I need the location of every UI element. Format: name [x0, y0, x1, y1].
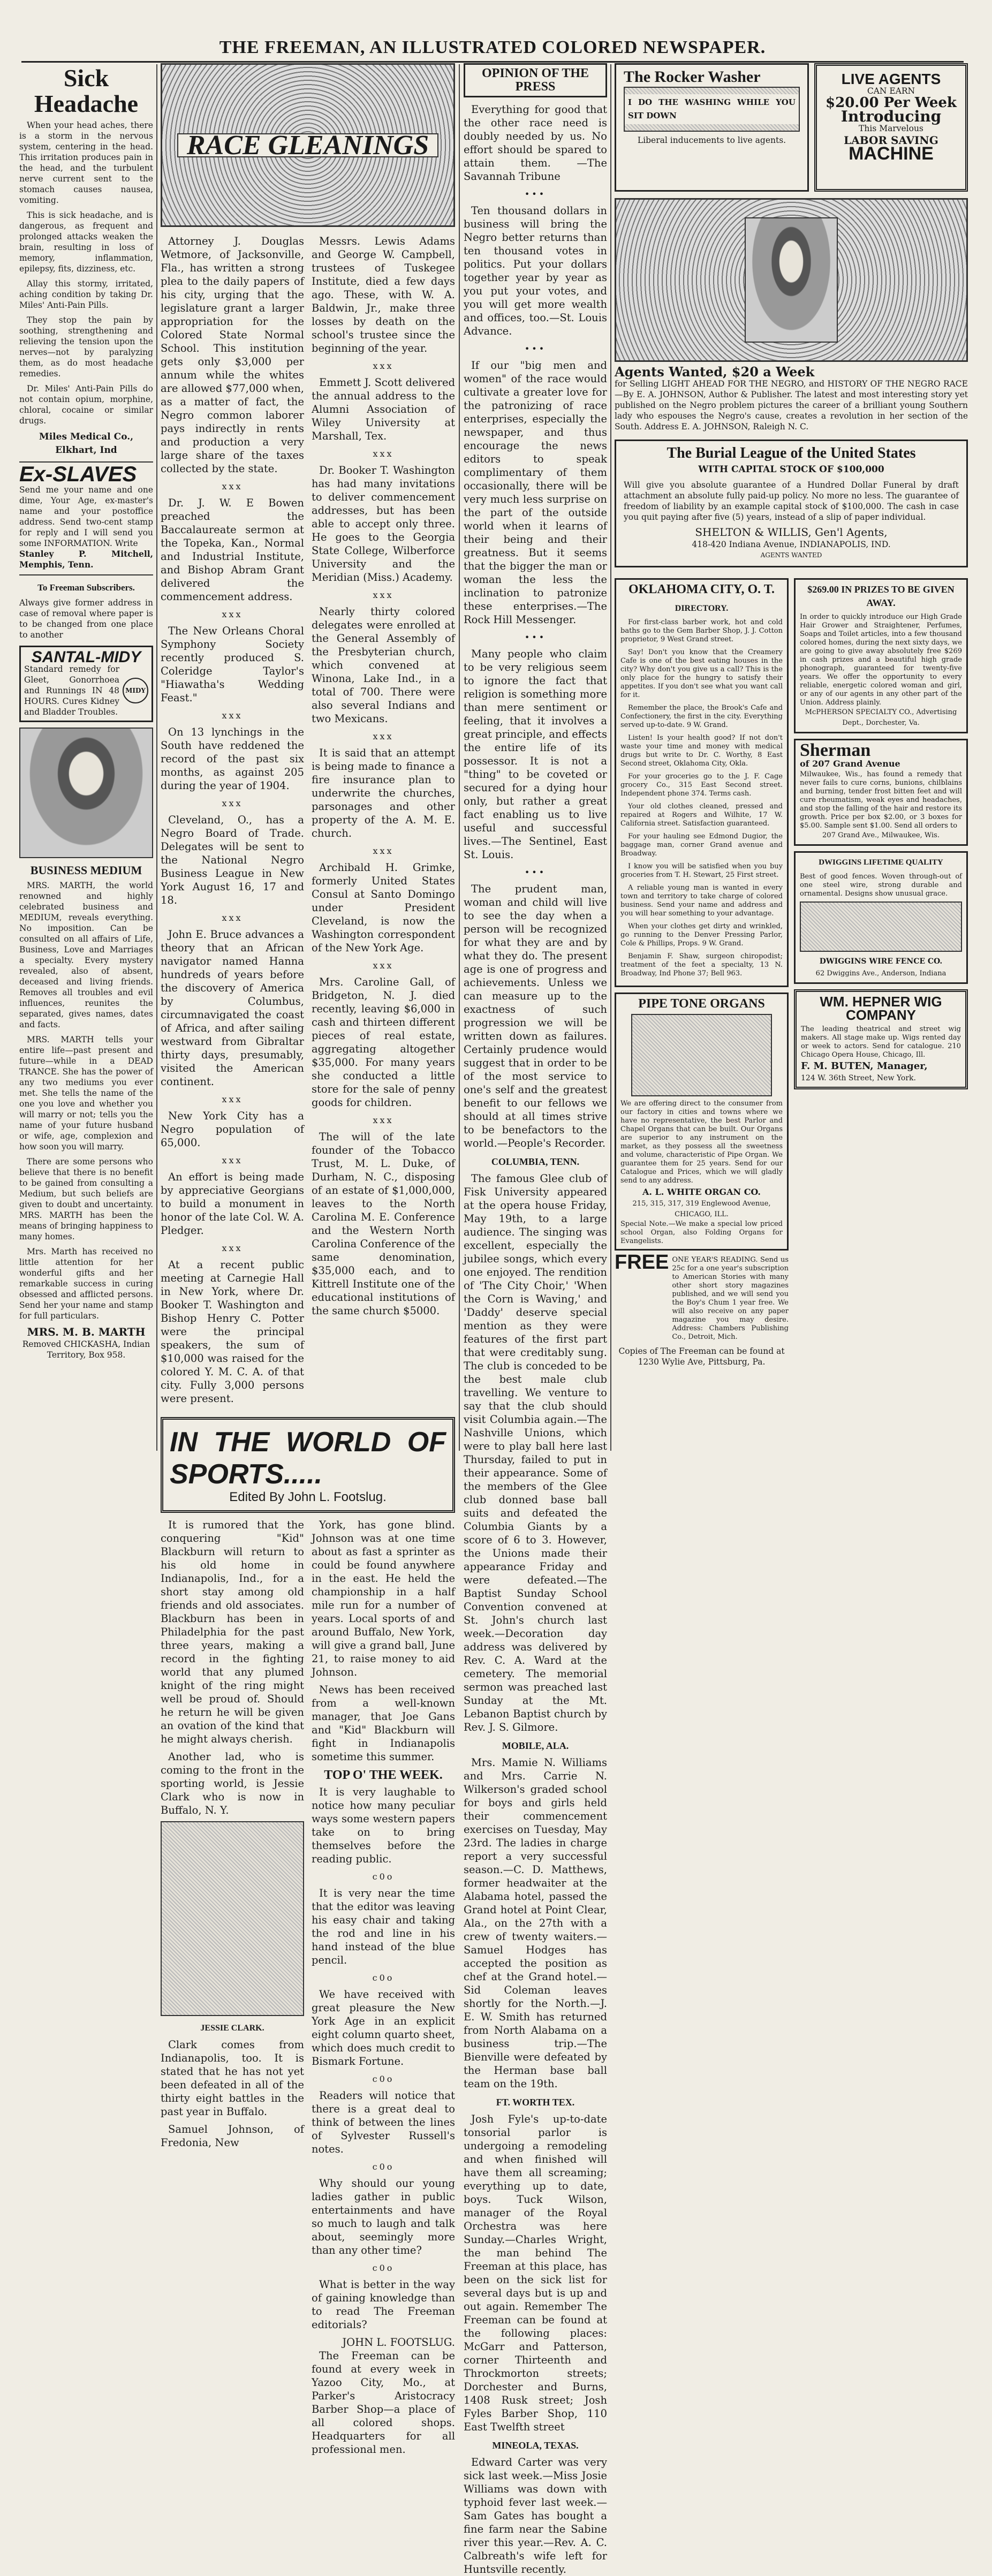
- sherman-address: of 207 Grand Avenue: [800, 759, 900, 769]
- paragraph: There are some persons who believe that there is no benefit to be gained from consulting a Medium, but such beliefs are given to doubt and uncertainty. MRS. MARTH has been the means of bringing happiness to many homes.: [19, 1157, 153, 1241]
- sherman-text: Milwaukee, Wis., has found a remedy that never fails to cure corns, bunions, chilblains and burning, tender frost bitten feet and will cure rheumatism, weak eyes and headaches, and stop the falling of the hair and restore its growth. Price per box $2.00, or 3 boxes for $5.00. Sample sent $1.00. Send all orders to: [800, 770, 962, 830]
- paragraph: Emmett J. Scott delivered the annual address to the Alumni Association of Wiley University at Marshall, Tex.: [312, 376, 455, 442]
- sherman-address-2: 207 Grand Ave., Milwaukee, Wis.: [822, 831, 940, 839]
- dwiggins-text: Best of good fences. Woven through-out of one steel wire, strong durable and ornamental. Designs show unusual grace.: [800, 873, 962, 898]
- paragraph: Clark comes from Indianapolis, too. It is stated that he has not yet been defeated in all of the thirty eight battles in the past year in Buffalo.: [161, 2039, 304, 2118]
- paragraph: The will of the late founder of the Tobacco Trust, M. L. Duke, of Durham, N. C., disposing of an estate of $1,000,000, leaves to the North Carolina M. E. Conference and the Western North Carolina Conference of the same denomination, $35,000 each, and to Kittrell Institute one of the educational institutions of the same church $5000.: [312, 1131, 455, 1317]
- listing: For your hauling see Edmond Dugior, the baggage man, corner Grand avenue and Broadway.: [620, 832, 783, 858]
- top-ads-row: [615, 63, 968, 192]
- race-gleanings-banner: [161, 63, 455, 227]
- listing: When your clothes get dirty and wrinkled, go running to the Denver Pressing Parlor, Cole & Phillips, Props. 9 W. Grand.: [620, 922, 783, 948]
- okc-directory: [615, 578, 789, 987]
- listing: Benjamin F. Shaw, surgeon chiropodist; treatment of the feet a specialty, 13 N. Broadway, Ind Phone 37; Bell 963.: [620, 952, 783, 978]
- column-4: [615, 63, 968, 1450]
- listing: Your old clothes cleaned, pressed and repaired at Rogers and Wilhite, 17 W. California street. Satisfaction guaranteed.: [620, 802, 783, 828]
- dwiggins-company: DWIGGINS WIRE FENCE CO.: [819, 957, 943, 966]
- paragraph: The prudent man, woman and child will live to see the day when a person will be recognized for what they are and by what they do. The present age is one of progress and achievements. Unless we can measure up to the exactness of such progression we will be written down as failures. Certainly prudence would suggest that in order to be of the most service to one's self and the greatest benefit to our fellows we should at all times strive to be benefactors to the world.—People's Recorder.: [464, 883, 607, 1149]
- listing: Listen! Is your health good? If not don't waste your time and money with medical drugs but write to Dr. C. Worthy, 8 East Second street, Oklahoma City, Okla.: [620, 734, 783, 768]
- paragraph: Samuel Johnson, of Fredonia, New: [161, 2123, 304, 2149]
- paragraph: What is better in the way of gaining knowledge than to read The Freeman editorials?: [312, 2278, 455, 2331]
- sports-title: IN THE WORLD OF SPORTS.....: [170, 1427, 446, 1490]
- paragraph: York, has gone blind. Johnson was at one time about as fast a sprinter as could be found anywhere in the east. He held the championship in a half mile run for a number of years. Local sports of and around Buffalo, New York, will give a grand ball, June 21, to raise money to aid Johnson.: [312, 1519, 455, 1678]
- burial-league-ad: [615, 440, 968, 567]
- exslaves-title: Ex-SLAVES: [19, 463, 137, 486]
- paragraph: It is very laughable to notice how many peculiar ways some western papers take on to bring themselves before the reading public.: [312, 1786, 455, 1865]
- paragraph: Mrs. Marth has received no little attention for her wonderful gifts and her remarkable success in curing obsessed and afflicted persons. Send her your name and stamp for full particulars.: [19, 1247, 153, 1321]
- race-right-column: Messrs. Lewis Adams and George W. Campbell, trustees of Tuskegee Institute, died a few days ago. These, with W. A. Baldwin, Jr., make three losses by death on the school's trustee since the beginning of the year. xxx Emmett J. Scott delivered the annual address to the Alumni Association of Wiley University at Marshall, Tex. xxx Dr. Booker T. Washington has had many invitations to deliver commencement addresses, but has been able to accept only three. He goes to the Georgia State College, Wilberforce University and the Meridian (Miss.) Academy. xxx Nearly thirty colored delegates were enrolled at the General Assembly of the Presbyterian church, which convened at Winona, Lake Ind., in a total of 700. There were also several Indians and two Mexicans. xxx It is said that an attempt is being made to finance a fire insurance plan to underwrite the churches, parsonages and other property of the A. M. E. church. xxx Archibald H. Grimke, formerly United States Consul at Santo Domingo under President Cleveland, is now the Washington correspondent of the New York Age. xxx Mrs. Caroline Gall, of Bridgeton, N. J. died recently, leaving $6,000 in cash and thirteen different pieces of real estate, aggregating altogether $35,000. For many years she conducted a little store for the sale of penny goods for children. xxx The will of the late founder of the Tobacco Trust, M. L. Duke, of Durham, N. C., disposing of an estate of $1,000,000, leaves to the North Carolina M. E. Conference and the Western North Carolina Conference of the same denomination, $35,000 each, and to Kittrell Institute one of the educational institutions of the same church $5000.: [312, 235, 455, 1317]
- column-rule: [156, 64, 157, 1451]
- prize-ad: [794, 578, 968, 733]
- race-gleanings-title: RACE GLEANINGS: [177, 133, 438, 157]
- paragraph: Many people who claim to be very religious seem to ignore the fact that religion is something more than mere sentiment or feeling, that it involves a great principle, and effects the entire life of its possessor. It is not a "thing" to be coveted or secured for a dying hour only, but rather a great fact enabling us to live useful and successful lives.—The Sentinel, East St. Louis.: [464, 648, 607, 861]
- live-agents-ad: [814, 63, 968, 192]
- exslaves-name: Stanley P. Mitchell, Memphis, Tenn.: [19, 549, 153, 570]
- prize-title: $269.00 IN PRIZES TO BE GIVEN AWAY.: [807, 584, 955, 608]
- dwiggins-ad: [794, 851, 968, 984]
- mid-right: [794, 573, 968, 1367]
- organ-address: 215, 315, 317, 319 Englewood Avenue, CHICAGO, ILL.: [632, 1200, 771, 1218]
- sick-headache-body: [19, 120, 153, 426]
- okc-title: OKLAHOMA CITY, O. T.: [628, 582, 775, 596]
- live-labor: LABOR SAVING: [844, 134, 938, 147]
- paragraph: Cleveland, O., has a Negro Board of Trade. Delegates will be sent to the National Negro Business League in New York August 16, 17 and 18.: [161, 814, 304, 906]
- rocker-note: Liberal inducements to live agents.: [637, 135, 786, 145]
- paragraph: This is sick headache, and is dangerous, as frequent and prolonged attacks weaken the brain, resulting in loss of memory, inflammation, epilepsy, fits, dizziness, etc.: [19, 210, 153, 274]
- sherman-title: Sherman: [800, 740, 871, 760]
- paragraph: Dr. Miles' Anti-Pain Pills do not contain opium, morphine, chloral, cocaine or similar drugs.: [19, 384, 153, 426]
- medium-portrait: [19, 728, 153, 858]
- paragraph: Readers will notice that there is a great deal to think of between the lines of Sylvester Russell's notes.: [312, 2089, 455, 2155]
- paragraph: MRS. MARTH tells your entire life—past present and future—while in a DEAD TRANCE. She has the power of any two mediums you ever met. She tells the name of the one you love and whether you will marry or not; tells you the name of your future husband or wife, age, complexion and how soon you will marry.: [19, 1035, 153, 1151]
- listing: I know you will be satisfied when you buy groceries from T. H. Stewart, 25 First street.: [620, 862, 783, 879]
- sick-headache-title: Sick Headache: [34, 64, 139, 117]
- paragraph: MRS. MARTH, the world renowned and highly celebrated business and MEDIUM, reveals everything. No imposition. Can be consulted on all affairs of Life, Business, Love and Marriages a specialty. Every mystery revealed, also of absent, deceased and living friends. Removes all troubles and evil influences, reunites the separated, gives names, dates and facts.: [19, 881, 153, 1029]
- paragraph: Ten thousand dollars in business will bring the Negro better returns than ten thousand votes in politics. Put your dollars together year by year as you put your votes, and you will get more wealth and offices, too.—St. Louis Advance.: [464, 204, 607, 337]
- burial-address: 418-420 Indiana Avenue, INDIANAPOLIS, IND.: [692, 540, 891, 549]
- paragraph: Mrs. Caroline Gall, of Bridgeton, N. J. died recently, leaving $6,000 in cash and thirteen different pieces of real estate, aggregating altogether $35,000. For many years she conducted a little store for the sale of penny goods for children.: [312, 976, 455, 1109]
- santal-title: SANTAL-MIDY: [31, 648, 141, 666]
- footslug-signature: JOHN L. FOOTSLUG.: [342, 2336, 455, 2348]
- hepner-ad: [794, 989, 968, 1089]
- column-3: OPINION OF THE PRESS Everything for good that the other race need is doubly needed by us. No effort should be spared to attain them. —The Savannah Tribune ••• Ten thousand dollars in business will bring the Negro better returns than ten thousand votes in politics. Put your dollars together year by year as you put your votes, and you will get more wealth and offices, too.—St. Louis Advance. ••• If our "big men and women" of the race would cultivate a greater love for the patronizing of race enterprises, especially the newspaper, and thus encourage the news editors to speak complimentary of them occasionally, there will be very much less surprise on the part of the outside world when it learns of their being and their greatness. But it seems that the bigger the man or woman the less the inclination to patronize these enterprises.—The Rock Hill Messenger. ••• Many people who claim to be very religious seem to ignore the fact that religion is something more than mere sentiment or feeling, that it involves a great principle, and effects the entire life of its possessor. It is not a "thing" to be coveted or secured for a dying hour only, but rather a great fact enabling us to live useful and successful lives.—The Sentinel, East St. Louis. ••• The prudent man, woman and child will live to see the day when a person will be recognized for what they are and by what they do. The present age is one of progress and achievements. Unless we can measure up to the exactness of such progression we will be written down as failures. Certainly prudence would suggest that in order to be of the most service to one's self and the greatest benefit to our fellows we should at all times strive to be benefactors to the world.—People's Recorder. COLUMBIA, TENN. The famous Glee club of Fisk University appeared at the opera house Friday, May 19th, to a large audience. The singing was excellent, especially the jubilee songs, which every one enjoyed. The rendition of 'The City Choir,' 'When the Corn is Waving,' and 'Daddy' deserve special mention as they were features of the first part that were creditably sung. The club is conceded to be the best male club travelling. We venture to say that the club should visit Columbia again.—The Nashville Unions, which were to play ball here last Thursday, failed to put in their appearance. Some of the members of the Glee club donned base ball suits and defeated the Columbia Giants by a score of 6 to 3. However, the Unions made their appearance Friday and were defeated.—The Baptist Sunday School Convention convened at St. John's church last week.—Decoration day address was delivered by Rev. C. A. Ward at the cemetery. The memorial sermon was preached last Sunday at the Mt. Lebanon Baptist church by Rev. J. S. Gilmore. MOBILE, ALA. Mrs. Mamie N. Williams and Mrs. Carrie N. Wilkerson's graded school for boys and girls held their commencement exercises on Tuesday, May 23rd. The ladies in charge report a very successful season.—C. D. Matthews, former headwaiter at the Alabama hotel, passed the Grand hotel at Point Clear, Ala., on the 27th with a crew of twenty waiters.—Samuel Hodges has accepted the position as chef at the Grand hotel.—Sid Coleman leaves shortly for the North.—J. E. W. Smith has returned from North Alabama on a business trip.—The Bienville were defeated by the Herman base ball team on the 19th. FT. WORTH TEX. Josh Fyle's up-to-date tonsorial parlor is undergoing a remodeling and when finished will have them all screaming; everything up to date, boys. Tuck Wilson, manager of the Royal Orchestra was here Sunday.—Charles Wright, the man behind The Freeman at this place, has been on the sick list for several days but is up and out again. Remember The Freeman can be found at the following places: McGarr and Patterson, corner Thirteenth and Throckmorton streets; Dorchester and Burns, 1408 Rusk street; Josh Fyles Barber Shop, 110 East Twelfth street MINEOLA, TEXAS. Edward Carter was very sick last week.—Miss Josie Williams was down with typhoid fever last week.—Sam Gates has bought a fine farm near the Sabine river this year.—Rev. A. C. Calbreath's wife left for Huntsville recently.: [464, 63, 607, 1450]
- copies-note: Copies of The Freeman can be found at 1230 Wylie Ave, Pittsburg, Pa.: [618, 1346, 785, 1367]
- live-agents-title: LIVE AGENTS: [841, 71, 941, 87]
- paragraph: Dr. Booker T. Washington has had many invitations to deliver commencement addresses, but has been able to accept only three. He goes to the Georgia State College, Wilberforce University and the Meridian (Miss.) Academy.: [312, 464, 455, 584]
- santal-text: Standard remedy for Gleet, Gonorrhoea and Runnings IN 48 HOURS. Cures Kidney and Bladder Troubles.: [24, 664, 119, 717]
- burial-agents: SHELTON & WILLIS, Gen'l Agents,: [695, 526, 888, 539]
- paragraph: Why should our young ladies gather in public entertainments and have so much to laugh and talk about, seemingly more than any other time?: [312, 2177, 455, 2256]
- sports-right-column: York, has gone blind. Johnson was at one time about as fast a sprinter as could be found anywhere in the east. He held the championship in a half mile run for a number of years. Local sports of and around Buffalo, New York, will give a grand ball, June 21, to raise money to aid Johnson. News has been received from a well-known manager, that Joe Gans and "Kid" Blackburn will fight in Indianapolis sometime this summer. TOP O' THE WEEK. It is very laughable to notice how many peculiar ways some western papers take on to bring themselves before the reading public. c0o It is very near the time that the editor was leaving his easy chair and taking the rod and line in his hand instead of the blue pencil. c0o We have received with great pleasure the New York Age in an explicit eight column quarto sheet, which does much credit to Bismark Fortune. c0o Readers will notice that there is a great deal to think of between the lines of Sylvester Russell's notes. c0o Why should our young ladies gather in public entertainments and have so much to laugh and talk about, seemingly more than any other time? c0o What is better in the way of gaining knowledge than to read The Freeman editorials? JOHN L. FOOTSLUG. The Freeman can be found at every week in Yazoo City, Mo., at Parker's Aristocracy Barber Shop—a place of all colored shops. Headquarters for all professional men.: [312, 1519, 455, 2456]
- paragraph: Everything for good that the other race need is doubly needed by us. No effort should be spared to attain them. —The Savannah Tribune: [464, 103, 607, 183]
- top-week-title: TOP O' THE WEEK.: [324, 1768, 443, 1782]
- paragraph: News has been received from a well-known manager, that Joe Gans and "Kid" Blackburn will fight in Indianapolis sometime this summer.: [312, 1684, 455, 1763]
- column-rule: [610, 64, 611, 1451]
- sports-banner: [161, 1417, 455, 1513]
- johnson-portrait: [745, 217, 838, 343]
- business-medium-title: BUSINESS MEDIUM: [30, 863, 142, 877]
- paragraph: It is very near the time that the editor was leaving his easy chair and taking the rod and line in his hand instead of the blue pencil.: [312, 1887, 455, 1966]
- opinion-title: OPINION OF THE PRESS: [464, 63, 607, 97]
- live-marvelous: This Marvelous: [859, 124, 923, 133]
- paragraph: It is said that an attempt is being made to finance a fire insurance plan to underwrite the churches, parsonages and other property of the A. M. E. church.: [312, 747, 455, 839]
- paragraph: Another lad, who is coming to the front in the sporting world, is Jessie Clark who is now in Buffalo, N. Y.: [161, 1751, 304, 1816]
- listing: Remember the place, the Brook's Cafe and Confectionery, the first in the city. Everything served up-to-date. 9 W. Grand.: [620, 704, 783, 729]
- jessie-clark-photo: [161, 1821, 304, 2016]
- masthead: THE FREEMAN, AN ILLUSTRATED COLORED NEWSPAPER.: [21, 37, 964, 63]
- prize-address: McPHERSON SPECIALTY CO., Advertising Dept., Dorchester, Va.: [805, 708, 957, 727]
- paragraph: It is rumored that the conquering "Kid" Blackburn will return to his old home in Indianapolis, Ind., for a short stay among old friends and old associates. Blackburn has been in Philadelphia for the past three years, making a record in the fighting world that any plumed knight of the ring might well be proud of. Should he return he will be given an ovation of the kind that he might always cherish.: [161, 1519, 304, 1745]
- rocker-washer-ad: [615, 63, 809, 192]
- live-intro: Introducing: [840, 108, 942, 125]
- live-machine: MACHINE: [849, 143, 934, 164]
- organ-illustration: [631, 1014, 772, 1096]
- rocker-title: The Rocker Washer: [624, 68, 761, 86]
- subscribers-title: To Freeman Subscribers.: [37, 582, 135, 593]
- paragraph: Mrs. Mamie N. Williams and Mrs. Carrie N. Wilkerson's graded school for boys and girls held their commencement exercises on Tuesday, May 23rd. The ladies in charge report a very successful season.—C. D. Matthews, former headwaiter at the Alabama hotel, passed the Grand hotel at Point Clear, Ala., on the 27th with a crew of twenty waiters.—Samuel Hodges has accepted the position as chef at the Grand hotel.—Sid Coleman leaves shortly for the North.—J. E. W. Smith has returned from North Alabama on a business trip.—The Bienville were defeated by the Herman base ball team on the 19th.: [464, 1756, 607, 2090]
- race-left-column: Attorney J. Douglas Wetmore, of Jacksonville, Fla., has written a strong plea to the daily papers of his city, urging that the legislature grant a larger appropriation for the Colored State Normal School. This institution gets only $3,000 per annum while the whites are allowed $77,000 when, as a matter of fact, the Negro common laborer pays indirectly in rents and production a very large share of the taxes collected by the state. xxx Dr. J. W. E Bowen preached the Baccalaureate sermon at the Topeka, Kan., Normal and Industrial Institute, and Bishop Abram Grant delivered the commencement address. xxx The New Orleans Choral Symphony Society recently produced S. Coleridge Taylor's "Hiawatha's Wedding Feast." xxx On 13 lynchings in the South have reddened the record of the past six months, as against 205 during the year of 1904. xxx Cleveland, O., has a Negro Board of Trade. Delegates will be sent to the National Negro Business League in New York August 16, 17 and 18. xxx John E. Bruce advances a theory that an African navigator named Hanna hundreds of years before the discovery of America by Columbus, circumnavigated the coast of Africa, and after sailing westward from Gibraltar thirty days, presumably, visited the American continent. xxx New York City has a Negro population of 65,000. xxx An effort is being made by appreciative Georgians to build a monument in honor of the late Col. W. A. Pledger. xxx At a recent public meeting at Carnegie Hall in New York, where Dr. Booker T. Washington and Bishop Henry C. Potter were the principal speakers, the sum of $10,000 was raised for the colored Y. M. C. A. of that city. Fully 3,000 persons were present.: [161, 235, 304, 1405]
- mid-ads-row: [615, 573, 968, 1367]
- agents-portrait-frame: [615, 198, 968, 362]
- ftworth-title: FT. WORTH TEX.: [496, 2097, 575, 2108]
- columbia-title: COLUMBIA, TENN.: [491, 1156, 580, 1167]
- race-gleanings-body: [161, 234, 455, 1410]
- okc-subtitle: DIRECTORY.: [675, 604, 729, 613]
- listing: Say! Don't you know that the Creamery Cafe is one of the best eating houses in the city? Why don't you give us a call? This is the only place for the hungry to satisfy their appetites. If you don't see what you want call for it.: [620, 648, 783, 699]
- jessie-caption: JESSIE CLARK.: [200, 2024, 264, 2033]
- paragraph: The New Orleans Choral Symphony Society recently produced S. Coleridge Taylor's "Hiawatha's Wedding Feast.": [161, 625, 304, 704]
- paragraph: New York City has a Negro population of 65,000.: [161, 1110, 304, 1149]
- organ-text: We are offering direct to the consumer from our factory in cities and towns where we have no representative, the best Parlor and Chapel Organs that can be built. Our Organs are superior to any instrument on the market, as they possess all the sweetness and volume, characteristic of Pipe Organ. We guarantee them for 25 years. Send for our Catalogue and Prices, which we will gladly send to any address.: [620, 1100, 783, 1185]
- hepner-address: 124 W. 36th Street, New York.: [801, 1074, 916, 1082]
- paragraph: Edward Carter was very sick last week.—Miss Josie Williams was down with typhoid fever last week.—Sam Gates has bought a fine farm near the Sabine river this year.—Rev. A. C. Calbreath's wife left for Huntsville recently.: [464, 2456, 607, 2575]
- burial-title: The Burial League of the United States: [667, 445, 916, 461]
- hepner-title: WM. HEPNER WIG COMPANY: [820, 994, 942, 1023]
- paragraph: An effort is being made by appreciative Georgians to build a monument in honor of the late Col. W. A. Pledger.: [161, 1171, 304, 1237]
- sports-editor: Edited By John L. Footslug.: [229, 1490, 387, 1504]
- agents-text: for Selling LIGHT AHEAD FOR THE NEGRO, and HISTORY OF THE NEGRO RACE—By E. A. JOHNSON, Author & Publisher. The latest and most interesting story yet published on the Negro problem pictures the career of a brilliant young Southern lady who espouses the Negro's cause, creates a revolution in her section of the South. Address E. A. JOHNSON, Raleigh N. C.: [615, 379, 968, 431]
- paragraph: The Freeman can be found at every week in Yazoo City, Mo., at Parker's Aristocracy Barber Shop—a place of all colored shops. Headquarters for all professional men.: [312, 2350, 455, 2456]
- paragraph: Dr. J. W. E Bowen preached the Baccalaureate sermon at the Topeka, Kan., Normal and Industrial Institute, and Bishop Abram Grant delivered the commencement address.: [161, 497, 304, 603]
- business-medium-body: [19, 880, 153, 1321]
- listing: A reliable young man is wanted in every town and territory to take charge of colored business. Send your name and address and you will hear something to your advantage.: [620, 884, 783, 918]
- sports-body: [161, 1518, 455, 2460]
- burial-wanted: AGENTS WANTED: [760, 551, 822, 559]
- sports-left-column: [161, 1518, 304, 2460]
- okc-listings: [620, 618, 783, 978]
- agents-title: Agents Wanted, $20 a Week: [615, 364, 815, 380]
- mobile-title: MOBILE, ALA.: [502, 1740, 569, 1751]
- hepner-manager: F. M. BUTEN, Manager,: [801, 1060, 928, 1072]
- column-rule: [459, 64, 460, 1451]
- paragraph: They stop the pain by soothing, strengthening and relieving the tension upon the nerves—not by paralyzing them, as do most headache remedies.: [19, 315, 153, 378]
- live-amount: $20.00 Per Week: [826, 95, 957, 111]
- paragraph: Allay this stormy, irritated, aching condition by taking Dr. Miles' Anti-Pain Pills.: [19, 279, 153, 310]
- column-2: [161, 63, 455, 2456]
- paragraph: Nearly thirty colored delegates were enrolled at the General Assembly of the Presbyterian church, which convened at Winona, Lake Ind., in a total of 700. There were also several Indians and two Mexicans.: [312, 605, 455, 725]
- midy-badge: MIDY: [123, 678, 148, 703]
- paragraph: At a recent public meeting at Carnegie Hall in New York, where Dr. Booker T. Washington and Bishop Henry C. Potter were the principal speakers, the sum of $10,000 was raised for the colored Y. M. C. A. of that city. Fully 3,000 persons were present.: [161, 1259, 304, 1405]
- paragraph: On 13 lynchings in the South have reddened the record of the past six months, as against 205 during the year of 1904.: [161, 726, 304, 792]
- paragraph: We have received with great pleasure the New York Age in an explicit eight column quarto sheet, which does much credit to Bismark Fortune.: [312, 1988, 455, 2067]
- organ-title: PIPE TONE ORGANS: [638, 997, 765, 1011]
- mid-left: [615, 573, 789, 1367]
- prize-text: In order to quickly introduce our High Grade Hair Grower and Straightener, Perfumes, Soaps and Toilet articles, into a few thousand colored homes, during the next sixty days, we are going to give away absolutely free $269 in cash prizes and a beautiful high grade phonograph, guaranteed for twenty-five years. We offer the opportunity to every reliable, energetic colored woman and girl, or any of our agents in any other part of the Union. Address plainly.: [800, 613, 962, 707]
- paragraph: The famous Glee club of Fisk University appeared at the opera house Friday, May 19th, to a large audience. The singing was excellent, especially the jubilee songs, which every one enjoyed. The rendition of 'The City Choir,' 'When the Corn is Waving,' and 'Daddy' deserve special mention as they were features of the first part that were creditably sung. The club is conceded to be the best male club travelling. We venture to say that the club should visit Columbia again.—The Nashville Unions, which were to play ball here last Thursday, failed to put in their appearance. Some of the members of the Glee club donned base ball suits and defeated the Columbia Giants by a score of 6 to 3. However, the Unions made their appearance Friday and were defeated.—The Baptist Sunday School Convention convened at St. John's church last week.—Decoration day address was delivered by Rev. C. A. Ward at the cemetery. The memorial sermon was preached last Sunday at the Mt. Lebanon Baptist church by Rev. J. S. Gilmore.: [464, 1172, 607, 1733]
- dwiggins-title: DWIGGINS LIFETIME QUALITY: [819, 858, 943, 867]
- burial-capital: WITH CAPITAL STOCK OF $100,000: [698, 464, 884, 475]
- dwiggins-address: 62 Dwiggins Ave., Anderson, Indiana: [815, 969, 946, 978]
- marth-address: Removed CHICKASHA, Indian Territory, Box 958.: [22, 1339, 150, 1360]
- fence-illustration: [800, 901, 962, 952]
- paragraph: Messrs. Lewis Adams and George W. Campbell, trustees of Tuskegee Institute, died a few days ago. These, with W. A. Baldwin, Jr., make three losses by death on the school's trustee since the beginning of the year.: [312, 235, 455, 354]
- sherman-ad: [794, 739, 968, 846]
- live-earn: CAN EARN: [867, 86, 915, 96]
- organ-note: Special Note.—We make a special low priced school Organ, also Folding Organs for Evangelists.: [620, 1220, 783, 1245]
- free-ad: [615, 1251, 789, 1342]
- listing: For first-class barber work, hot and cold baths go to the Gem Barber Shop, J. J. Cotton proprietor, 9 West Grand street.: [620, 618, 783, 643]
- column-1: [19, 63, 153, 1450]
- mineola-title: MINEOLA, TEXAS.: [492, 2440, 579, 2451]
- rocker-illustration: [624, 87, 800, 132]
- paragraph: Josh Fyle's up-to-date tonsorial parlor is undergoing a remodeling and when finished will have them all screaming; everything up to date, boys. Tuck Wilson, manager of the Royal Orchestra was here Sunday.—Charles Wright, the man behind The Freeman at this place, has been on the sick list for several days but is up and out again. Remember The Freeman can be found at the following places: McGarr and Patterson, corner Thirteenth and Throckmorton streets; Dorchester and Burns, 1408 Rusk street; Josh Fyles Barber Shop, 110 East Twelfth street: [464, 2113, 607, 2433]
- subscribers-text: Always give former address in case of removal where paper is to be changed from one place to another: [19, 598, 153, 640]
- paragraph: John E. Bruce advances a theory that an African navigator named Hanna hundreds of years before the discovery of America by Columbus, circumnavigated the coast of Africa, and after sailing westward from Gibraltar thirty days, presumably, visited the American continent.: [161, 928, 304, 1088]
- burial-text: Will give you absolute guarantee of a Hundred Dollar Funeral by draft attachment an absolute fully paid-up policy. No more no less. The guarantee of freedom of liability by an example capital stock of $100,000. The cash in case you quit paying after five (5) years, instead of a slip of paper individual.: [624, 480, 959, 522]
- miles-footer: Miles Medical Co., Elkhart, Ind: [39, 431, 134, 456]
- santal-midy-ad: [19, 646, 153, 722]
- paragraph: When your head aches, there is a storm in the nervous system, centering in the head. This irritation produces pain in the head, and the turbulent nerve current sent to the stomach causes nausea, vomiting.: [19, 120, 153, 205]
- rocker-slogan: I DO THE WASHING WHILE YOU SIT DOWN: [625, 94, 799, 124]
- exslaves-text: Send me your name and one dime, Your Age, ex-master's name and your postoffice address. Send two-cent stamp for reply and I will send you some INFORMATION. Write: [19, 485, 153, 548]
- paragraph: Attorney J. Douglas Wetmore, of Jacksonville, Fla., has written a strong plea to the daily papers of his city, urging that the legislature grant a larger appropriation for the Colored State Normal School. This institution gets only $3,000 per annum while the whites are allowed $77,000 when, as a matter of fact, the Negro common laborer pays indirectly in rents and production a very large share of the taxes collected by the state.: [161, 235, 304, 475]
- free-title: FREE: [615, 1251, 669, 1274]
- paragraph: Archibald H. Grimke, formerly United States Consul at Santo Domingo under President Cleveland, is now the Washington correspondent of the New York Age.: [312, 861, 455, 954]
- paragraph: If our "big men and women" of the race would cultivate a greater love for the patronizing of race enterprises, especially the newspaper, and thus encourage the news editors to speak complimentary of them occasionally, there will be very much less surprise on the part of the outside world when it learns of their being and their greatness. But it seems that the bigger the man or woman the less the inclination to patronize these enterprises.—The Rock Hill Messenger.: [464, 359, 607, 626]
- hepner-text: The leading theatrical and street wig makers. All stage make up. Wigs rented day or week to actors. Send for catalogue. 210 Chicago Opera House, Chicago, Ill.: [801, 1025, 961, 1059]
- listing: For your groceries go to the J. F. Cage grocery Co., 315 East Second street. Independent phone 374. Terms cash.: [620, 772, 783, 798]
- marth-signature: MRS. M. B. MARTH: [27, 1325, 146, 1338]
- pipe-organ-ad: [615, 992, 789, 1251]
- free-text: ONE YEAR'S READING. Send us 25c for a one year's subscription to American Stories with many other short story magazines published, and we will send you the Boy's Chum 1 year free. We will also receive on any paper magazine you may desire. Address: Chambers Publishing Co., Detroit, Mich.: [672, 1256, 789, 1341]
- organ-company: A. L. WHITE ORGAN CO.: [642, 1187, 761, 1197]
